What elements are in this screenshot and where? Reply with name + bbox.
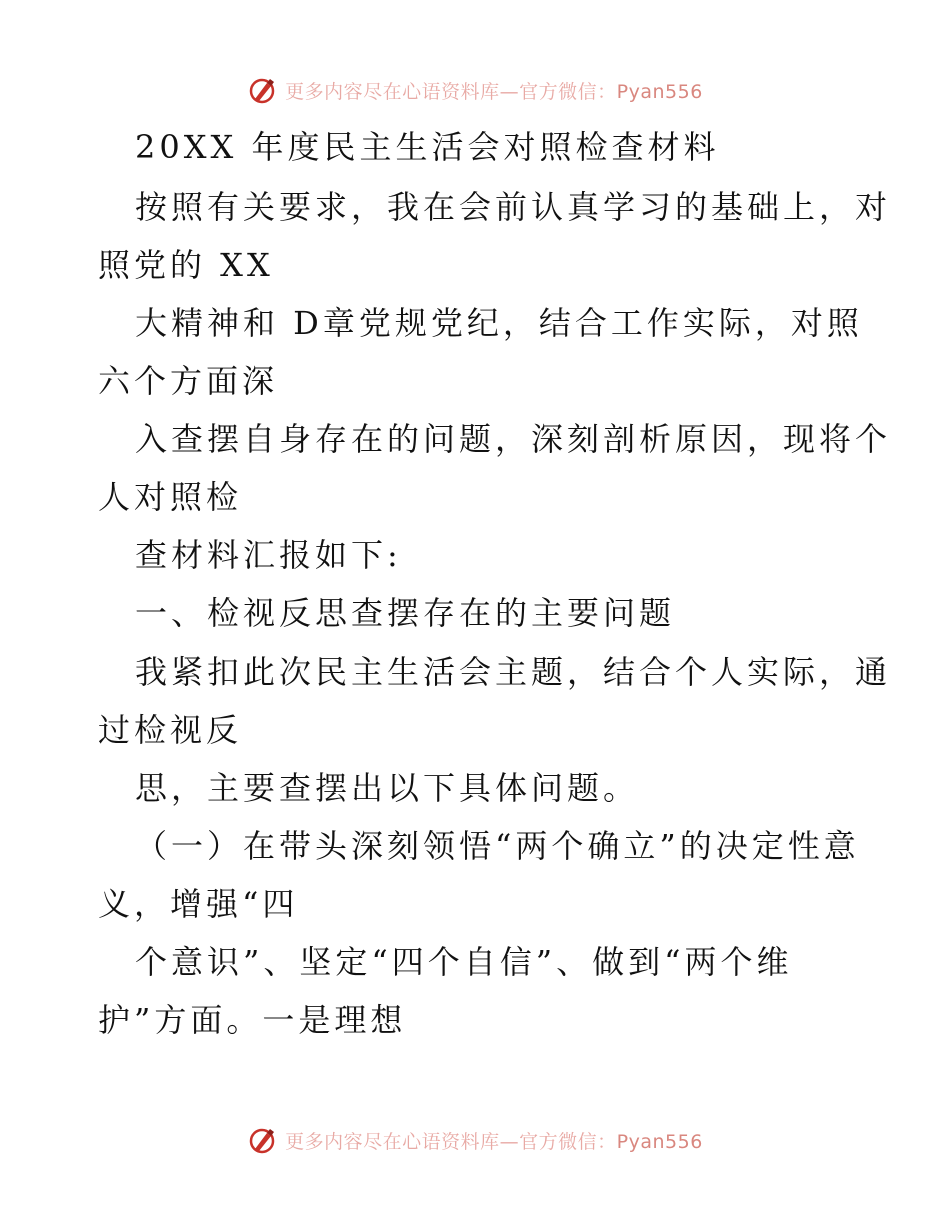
document-title: 20XX 年度民主生活会对照检查材料 — [135, 128, 720, 166]
header-banner-text — [285, 77, 703, 104]
paragraph-line: 大精神和 D章党规党纪，结合工作实际，对照 — [135, 304, 863, 342]
footer-banner-label: 更多内容尽在心语资料库—官方微信： — [285, 1130, 617, 1153]
paragraph-line: （一）在带头深刻领悟“两个确立”的决定性意 — [135, 827, 860, 865]
footer-banner-text — [285, 1127, 703, 1154]
paragraph-line: 按照有关要求，我在会前认真学习的基础上，对 — [135, 188, 892, 226]
paragraph-line: 护”方面。一是理想 — [98, 1001, 407, 1039]
paragraph-line: 过检视反 — [98, 711, 243, 749]
pen-seal-icon — [247, 1125, 277, 1155]
section-heading: 一、检视反思查摆存在的主要问题 — [135, 594, 676, 632]
paragraph-line: 个意识”、坚定“四个自信”、做到“两个维 — [135, 943, 793, 981]
paragraph-line: 人对照检 — [98, 478, 243, 516]
paragraph-line: 照党的 XX — [98, 246, 274, 284]
footer-wechat-id: Pyan556 — [616, 1130, 703, 1153]
paragraph-line: 思，主要查摆出以下具体问题。 — [135, 769, 640, 807]
paragraph-line: 查材料汇报如下: — [135, 536, 402, 574]
header-banner-label: 更多内容尽在心语资料库—官方微信： — [285, 80, 617, 103]
paragraph-line: 义，增强“四 — [98, 885, 299, 923]
paragraph-line: 我紧扣此次民主生活会主题，结合个人实际，通 — [135, 653, 892, 691]
pen-seal-icon — [247, 75, 277, 105]
footer-banner — [0, 1120, 950, 1160]
header-banner — [0, 70, 950, 110]
paragraph-line: 入查摆自身存在的问题，深刻剖析原因，现将个 — [135, 420, 892, 458]
header-wechat-id: Pyan556 — [616, 80, 703, 103]
paragraph-line: 六个方面深 — [98, 362, 279, 400]
